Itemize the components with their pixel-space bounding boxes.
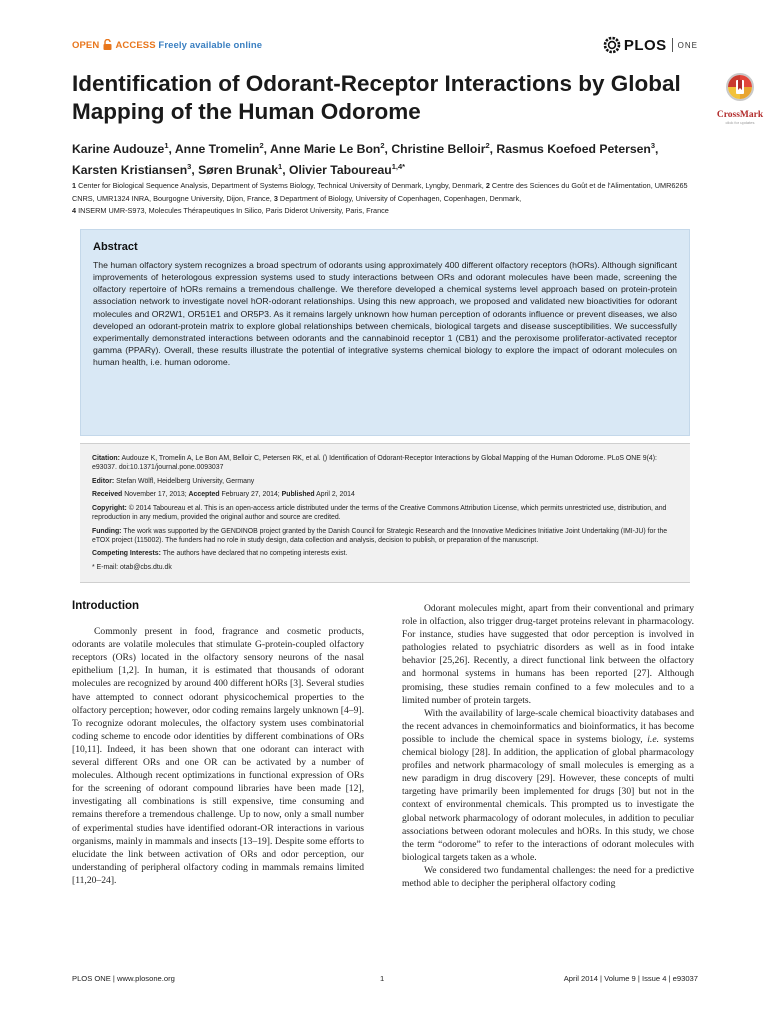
open-lock-icon	[103, 39, 112, 50]
article-metadata	[80, 443, 690, 583]
body-paragraph: Odorant molecules might, apart from their conventional and primary role in olfaction, also trigger drug-target proteins relevant in pharmacology. For instance, studies have suggested that odor perception is involved in pathologies related to psychiatric disorders as well as in food intake behavior [25,26]. Recently, a direct functional link between the olfactory and hormonal systems in humans has been reported [27]. Although promising, these studies remain confined to a few molecules and to a limited number of protein targets.	[402, 603, 694, 706]
author-list	[72, 137, 702, 179]
article-title: Identification of Odorant-Receptor Interactions by Global Mapping of the Human Odorome	[72, 71, 681, 124]
page-footer	[72, 974, 698, 988]
author: Søren Brunak$^1$,	[198, 162, 289, 178]
open-access-banner	[72, 39, 262, 51]
crossmark-label: CrossMark	[716, 110, 764, 120]
open-label: OPEN	[72, 40, 100, 51]
introduction-heading: Introduction	[72, 600, 140, 612]
abstract-heading: Abstract	[93, 241, 138, 253]
plos-wordmark: PLOS	[623, 36, 667, 54]
journal-header	[72, 34, 698, 56]
body-paragraph: Commonly present in food, fragrance and cosmetic products, odorants are volatile molecules that stimulate G-protein-coupled olfactory receptors (ORs) located in the olfactory sensory neurons of the nasal epithelium [1,2]. In human, it is estimated that thousands of odorant molecules are recognized by around 400 different hORs [3]. Several studies have attempted to connect odorant physicochemical properties to the olfactory perception; however, odor coding remains largely unknown [4–9]. To recognize odorant molecules, the olfactory system uses combinatorial coding scheme to encode odor identities by different combinations of ORs [10,11]. Indeed, it has been shown that one odorant can interact with several different ORs and one OR can be activated by a number of molecules. Although recent optimizations in functional expression of ORs for the screening of odorant compound libraries have been made [12], investigating all combinations is still expensive, time consuming and remains therefore a tremendous challenge. Up to now, only a small number of experimental studies have identified odorant-OR interactions in various organisms, mainly in mammals and insects [13–19]. Despite some efforts to elucidate the link between activation of ORs and odor perception, our understanding of peripheral olfactory coding in mammals remains limited [11,20–24].	[72, 626, 364, 886]
logo-separator	[672, 38, 673, 52]
author: Karsten Kristiansen$^3$,	[72, 162, 199, 178]
crossmark-sublabel: click for updates	[725, 120, 755, 125]
crossmark-badge[interactable]	[712, 72, 768, 125]
body-paragraph: With the availability of large-scale chemical bioactivity databases and the recent advances in chemoinformatics and bioinformatics, it has become possible to include the chemical space in systems biology, i.e. systems chemical biology [28]. In addition, the application of global pharmacology profiles and network pharmacology of small molecules is emerging as a new paradigm in drug discovery [29]. However, these concepts of multi targeting have primarily been implemented for drugs [30] but not in the context of environmental chemicals. This prompted us to investigate the global network pharmacology of odorant molecules, in addition to peculiar associations between odorant molecules and hORs. In this study, we chose the term “odorome” to refer to the interactions of odorant molecules with biological targets taken as a whole.	[402, 707, 694, 863]
funding: Funding: The work was supported by the GENDINOB project granted by the Danish Council for Strategic Research and the Innovative Medicines Initiative Joint Undertaking (IMI-JU) for the eTOX project (115002). The funders had no role in study design, data collection and analysis, decision to publish, or preparation of the manuscript.	[92, 527, 668, 544]
one-wordmark: ONE	[677, 40, 698, 50]
access-label: ACCESS	[115, 40, 156, 51]
dates: Received November 17, 2013; Accepted February 27, 2014; Published April 2, 2014	[92, 491, 355, 499]
author: Olivier Taboureau$^{1,4*}$	[288, 162, 406, 178]
page-number: 1	[380, 974, 385, 983]
plos-one-logo	[603, 34, 698, 56]
affiliations: 1 Center for Biological Sequence Analysis, Department of Systems Biology, Technical University of Denmark, Lyngby, Denmark, 2 Centre des Sciences du Goût et de l'Alimentation, UMR6265 CNRS, UMR1324 INRA, Bourgogne University, Dijon, France, 3 Department of Biology, University of Copenhagen, Copenhagen, Denmark, 4 INSERM UMR-S973, Molecules Thérapeutiques In Silico, Paris Diderot University, Paris, France	[72, 181, 688, 216]
author: Karine Audouze$^1$,	[72, 141, 175, 157]
footer-issue: April 2014 | Volume 9 | Issue 4 | e93037	[563, 974, 698, 983]
body-column-right	[402, 602, 694, 890]
abstract-box	[80, 229, 690, 436]
citation: Citation: Audouze K, Tromelin A, Le Bon AM, Belloir C, Petersen RK, et al. () Identification of Odorant-Receptor Interactions by Global Mapping of the Human Odorome. PLoS ONE 9(4): e93037. doi:10.1371/journal.pone.0093037	[92, 455, 657, 472]
competing-interests: Competing Interests: The authors have declared that no competing interests exist.	[92, 550, 348, 558]
body-column-left	[72, 600, 364, 887]
author: Christine Belloir$^2$,	[391, 141, 497, 157]
freely-available-label: Freely available online	[158, 40, 263, 51]
author: Anne Marie Le Bon$^2$,	[269, 141, 392, 157]
corresponding-email[interactable]: * E-mail: otab@cbs.dtu.dk	[92, 563, 172, 571]
crossmark-icon	[725, 72, 755, 104]
footer-journal: PLOS ONE | www.plosone.org	[72, 974, 175, 983]
author: Rasmus Koefoed Petersen$^3$,	[496, 141, 659, 157]
author: Anne Tromelin$^2$,	[174, 141, 270, 157]
abstract-text: The human olfactory system recognizes a broad spectrum of odorants using approximately 400 different olfactory receptors (hORs). Although significant improvements of heterologous expression systems used to study interactions between ORs and odorant molecules have been made, screening the olfactory repertoire of hORs remains a tremendous challenge. We therefore developed a chemical systems level approach based on protein-protein association network to investigate novel hOR-odorant relationships. Using this new approach, we proposed and validated new bioactivities for odorant molecules and OR2W1, OR51E1 and OR5P3. As it remains largely unknown how human perception of odorants influence or prevent diseases, we also developed an odorant-protein matrix to explore global relationships between chemicals, biological targets and disease susceptibilities. We successfully experimentally demonstrated interactions between odorants and the cannabinoid receptor 1 (CB1) and the peroxisome proliferator-activated receptor gamma (PPARγ). Overall, these results illustrate the potential of integrative systems chemical biology to explore the impact of odorant molecules on human health, i.e. human odorome.	[93, 260, 677, 368]
plos-gear-icon	[603, 36, 621, 54]
body-paragraph: We considered two fundamental challenges: the need for a predictive method able to decipher the peripheral olfactory coding	[402, 864, 694, 889]
editor: Editor: Stefan Wölfl, Heidelberg University, Germany	[92, 477, 255, 485]
copyright: Copyright: © 2014 Taboureau et al. This is an open-access article distributed under the terms of the Creative Commons Attribution License, which permits unrestricted use, distribution, and reproduction in any medium, provided the original author and source are credited.	[92, 504, 667, 522]
